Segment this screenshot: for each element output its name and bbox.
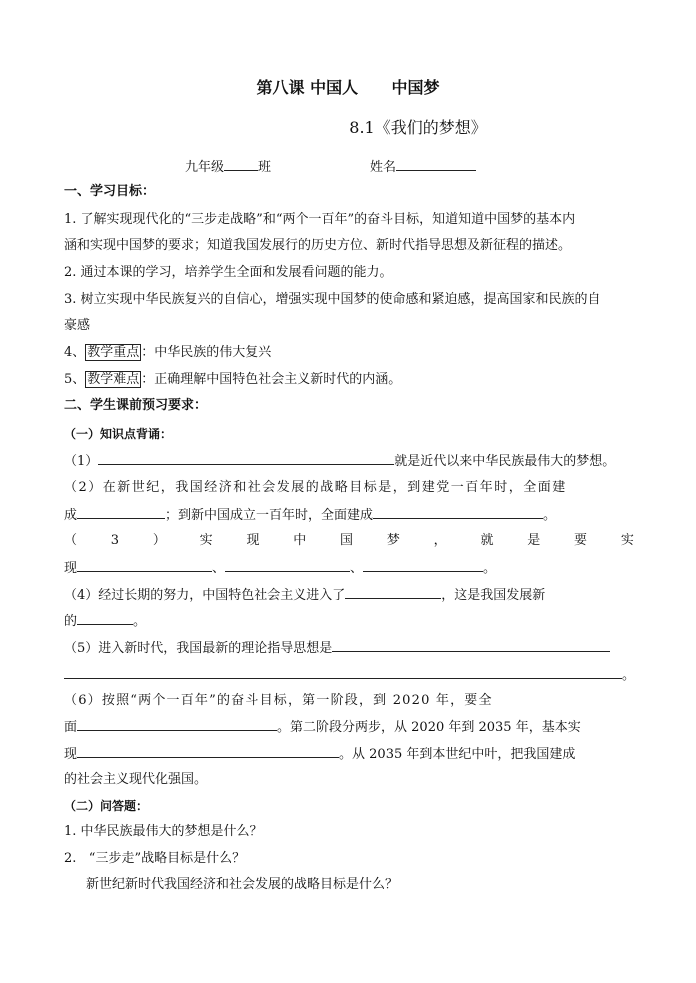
q4-continue: 的	[64, 614, 78, 629]
q3-blank-1[interactable]	[77, 559, 212, 572]
class-label: 班	[258, 160, 272, 175]
q4-end: 。	[133, 614, 147, 629]
q6-tail: 。从 2035 年到本世纪中叶，把我国建成	[339, 747, 576, 762]
grade-label: 九年级	[185, 160, 225, 175]
qa-question-2: 2. “三步走”战略目标是什么？	[64, 851, 246, 866]
q3-blank-3[interactable]	[363, 559, 483, 572]
q3-separator: 、	[212, 561, 226, 576]
question-5-line-2	[64, 666, 635, 685]
question-1	[64, 452, 615, 471]
goal-3-line-2: 豪感	[64, 318, 91, 333]
q3-char: 就	[480, 533, 494, 548]
class-blank[interactable]	[224, 158, 258, 171]
key-prefix: 4、	[64, 345, 86, 360]
question-6-line-4: 的社会主义现代化强国。	[64, 772, 208, 787]
q1-prefix: （1）	[64, 454, 99, 469]
goal-2: 2. 通过本课的学习，培养学生全面和发展看问题的能力。	[64, 265, 393, 280]
q3-char: 实	[620, 533, 634, 548]
question-4-line-1	[64, 586, 545, 605]
q3-char: 要	[574, 533, 588, 548]
q2-blank-1[interactable]	[77, 506, 165, 519]
question-6-line-1: （6）按照“两个一百年”的奋斗目标，第一阶段，到 2020 年，要全	[64, 693, 493, 708]
name-blank[interactable]	[396, 158, 476, 171]
q3-char: 是	[527, 533, 541, 548]
qa-question-1: 1. 中华民族最伟大的梦想是什么？	[64, 824, 263, 839]
goal-1-line-1: 1. 了解实现现代化的“三步走战略”和“两个一百年”的奋斗目标，知道知道中国梦的基本内	[64, 212, 576, 227]
name-label: 姓名	[370, 160, 397, 175]
q5-blank-2[interactable]	[64, 666, 622, 679]
q4-blank-1[interactable]	[345, 586, 441, 599]
key-text: ：中华民族的伟大复兴	[141, 345, 272, 360]
section-heading-preview: 二、学生课前预习要求：	[64, 398, 208, 413]
q3-char: ，	[433, 533, 447, 548]
question-5-line-1	[64, 639, 610, 658]
q3-char: ）	[152, 533, 166, 548]
page-title: 第八课 中国人 中国梦	[256, 78, 440, 97]
q6-continue: 现	[64, 747, 78, 762]
q3-char: 梦	[386, 533, 400, 548]
q3-start: 现	[64, 561, 78, 576]
q4-blank-2[interactable]	[77, 612, 133, 625]
q2-middle: ；到新中国成立一百年时，全面建成	[165, 508, 374, 523]
q3-char: 中	[293, 533, 307, 548]
difficulty-text: ：正确理解中国特色社会主义新时代的内涵。	[141, 372, 402, 387]
teaching-key-point	[64, 344, 271, 362]
q6-start: 面	[64, 720, 78, 735]
q3-char: 3	[110, 533, 120, 548]
goal-1-line-2: 涵和实现中国梦的要求；知道我国发展行的历史方位、新时代指导思想及新征程的描述。	[64, 238, 572, 253]
q3-char: 国	[340, 533, 354, 548]
q6-middle: 。第二阶段分两步，从 2020 年到 2035 年，基本实	[277, 720, 581, 735]
question-4-line-2	[64, 612, 146, 631]
q3-char: 现	[246, 533, 260, 548]
q5-end: 。	[622, 668, 636, 683]
q2-end: 。	[543, 508, 557, 523]
subsection-recite: （一）知识点背诵：	[64, 427, 173, 441]
q2-start: 成	[64, 508, 78, 523]
qa-question-3: 新世纪新时代我国经济和社会发展的战略目标是什么？	[86, 877, 399, 892]
question-6-line-3	[64, 745, 575, 764]
name-field	[370, 158, 476, 177]
teaching-difficulty	[64, 371, 401, 389]
q2-blank-2[interactable]	[373, 506, 543, 519]
question-3-line-1	[64, 532, 634, 550]
q3-separator: 、	[350, 561, 364, 576]
q3-char: 实	[199, 533, 213, 548]
subsection-qa: （二）问答题：	[64, 799, 149, 813]
q1-blank[interactable]	[98, 452, 394, 465]
q5-start: （5）进入新时代，我国最新的理论指导思想是	[64, 641, 333, 656]
question-2-line-1: （2）在新世纪，我国经济和社会发展的战略目标是，到建党一百年时，全面建	[64, 480, 567, 495]
q1-suffix: 就是近代以来中华民族最伟大的梦想。	[394, 454, 616, 469]
q5-blank-1[interactable]	[332, 639, 610, 652]
key-label-box: 教学重点	[87, 345, 140, 360]
difficulty-prefix: 5、	[64, 372, 86, 387]
goal-3-line-1: 3. 树立实现中华民族复兴的自信心，增强实现中国梦的使命感和紧迫感，提高国家和民族的自	[64, 292, 601, 307]
q6-blank-1[interactable]	[77, 718, 277, 731]
q3-blank-2[interactable]	[225, 559, 350, 572]
question-2-line-2	[64, 506, 556, 525]
q3-end: 。	[483, 561, 497, 576]
q4-start: （4）经过长期的努力，中国特色社会主义进入了	[64, 588, 346, 603]
section-heading-goals: 一、学习目标：	[64, 184, 156, 199]
q6-blank-2[interactable]	[77, 745, 339, 758]
q4-middle: ，这是我国发展新	[441, 588, 546, 603]
difficulty-label-box: 教学难点	[87, 372, 140, 387]
lesson-subtitle: 8.1《我们的梦想》	[349, 118, 487, 137]
student-info	[185, 158, 271, 177]
question-6-line-2	[64, 718, 581, 737]
question-3-line-2	[64, 559, 496, 578]
q3-char: （	[64, 533, 78, 548]
